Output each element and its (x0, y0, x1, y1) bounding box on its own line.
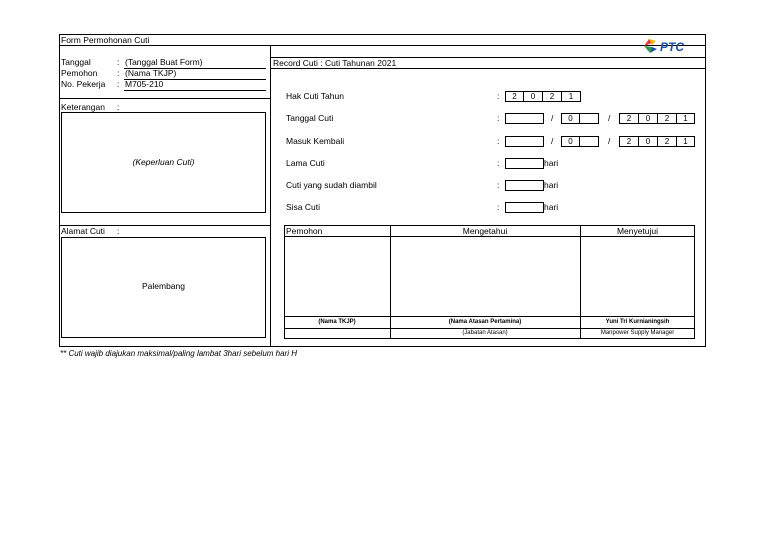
keterangan-colon: : (117, 102, 120, 112)
sudah-diambil-label: Cuti yang sudah diambil (286, 180, 377, 190)
year-digit: 0 (638, 136, 658, 147)
lama-cuti-label: Lama Cuti (286, 158, 325, 168)
pemohon-colon: : (117, 68, 120, 78)
lama-cuti-colon: : (497, 158, 500, 168)
tanggal-cuti-date (505, 113, 695, 124)
lama-cuti-unit: hari (544, 158, 559, 168)
year-digit: 2 (619, 136, 639, 147)
title-divider (59, 45, 706, 46)
mengetahui-sign-name: (Nama Atasan Pertamina) (448, 319, 522, 325)
year-digit: 1 (676, 113, 695, 124)
record-title-divider (270, 68, 706, 69)
pemohon-header: Pemohon (286, 226, 323, 236)
year-digit: 1 (561, 91, 581, 102)
sudah-diambil-colon: : (497, 180, 500, 190)
logo-text: PTC (660, 40, 684, 54)
footnote: ** Cuti wajib diajukan maksimal/paling lambat 3hari sebelum hari H (60, 349, 297, 358)
year-digit: 1 (676, 136, 695, 147)
pemohon-value: (Nama TKJP) (125, 68, 177, 78)
sisa-cuti-label: Sisa Cuti (286, 202, 321, 212)
alamat-label: Alamat Cuti (61, 226, 105, 236)
masuk-kembali-colon: : (497, 136, 500, 146)
menyetujui-header: Menyetujui (616, 226, 659, 236)
date-slash: / (608, 113, 611, 123)
no-pekerja-underline (124, 90, 266, 91)
sudah-diambil-unit: hari (544, 180, 559, 190)
day-input[interactable] (505, 113, 544, 124)
day-input[interactable] (505, 136, 544, 147)
signature-title-divider (284, 328, 695, 329)
header-info-divider (59, 98, 270, 99)
no-pekerja-colon: : (117, 79, 120, 89)
sisa-cuti-unit: hari (544, 202, 559, 212)
tanggal-cuti-colon: : (497, 113, 500, 123)
pemohon-sign-name: (Nama TKJP) (318, 319, 356, 325)
form-title: Form Permohonan Cuti (61, 35, 150, 45)
date-slash: / (608, 136, 611, 146)
tanggal-cuti-label: Tanggal Cuti (286, 113, 334, 123)
year-digit: 2 (619, 113, 639, 124)
left-right-divider (270, 45, 271, 347)
alamat-colon: : (117, 226, 120, 236)
ptc-logo (640, 36, 704, 56)
month-digit: 0 (561, 113, 580, 124)
keterangan-label: Keterangan (61, 102, 105, 112)
menyetujui-sign-name: Yuni Tri Kurnianingsih (605, 319, 670, 325)
year-digit: 2 (657, 136, 677, 147)
record-title: Record Cuti : Cuti Tahunan 2021 (273, 58, 397, 68)
alamat-value: Palembang (141, 281, 185, 291)
menyetujui-sign-title: Manpower Supply Manager (600, 330, 675, 336)
signature-name-divider (284, 316, 695, 317)
masuk-kembali-label: Masuk Kembali (286, 136, 345, 146)
year-digit: 2 (542, 91, 562, 102)
ptc-logo-icon (640, 36, 704, 56)
year-digit: 2 (505, 91, 524, 102)
tanggal-value: (Tanggal Buat Form) (125, 57, 203, 67)
year-digit: 0 (523, 91, 543, 102)
tanggal-colon: : (117, 57, 120, 67)
sisa-cuti-colon: : (497, 202, 500, 212)
month-input[interactable] (579, 113, 599, 124)
hak-cuti-label: Hak Cuti Tahun (286, 91, 344, 101)
pemohon-label: Pemohon (61, 68, 98, 78)
hak-cuti-colon: : (497, 91, 500, 101)
keterangan-value: (Keperluan Cuti) (132, 157, 195, 167)
mengetahui-sign-title: (Jabatan Atasan) (462, 330, 508, 336)
sudah-diambil-input[interactable] (505, 180, 544, 191)
no-pekerja-value: M705-210 (125, 79, 164, 89)
masuk-kembali-date (505, 136, 695, 147)
tanggal-label: Tanggal (61, 57, 91, 67)
signature-header-divider (284, 236, 695, 237)
date-slash: / (551, 136, 554, 146)
year-digit: 0 (638, 113, 658, 124)
month-input[interactable] (579, 136, 599, 147)
no-pekerja-label: No. Pekerja (61, 79, 106, 89)
sisa-cuti-input[interactable] (505, 202, 544, 213)
lama-cuti-input[interactable] (505, 158, 544, 169)
mengetahui-header: Mengetahui (462, 226, 508, 236)
month-digit: 0 (561, 136, 580, 147)
year-digit: 2 (657, 113, 677, 124)
hak-cuti-year (505, 91, 581, 102)
date-slash: / (551, 113, 554, 123)
